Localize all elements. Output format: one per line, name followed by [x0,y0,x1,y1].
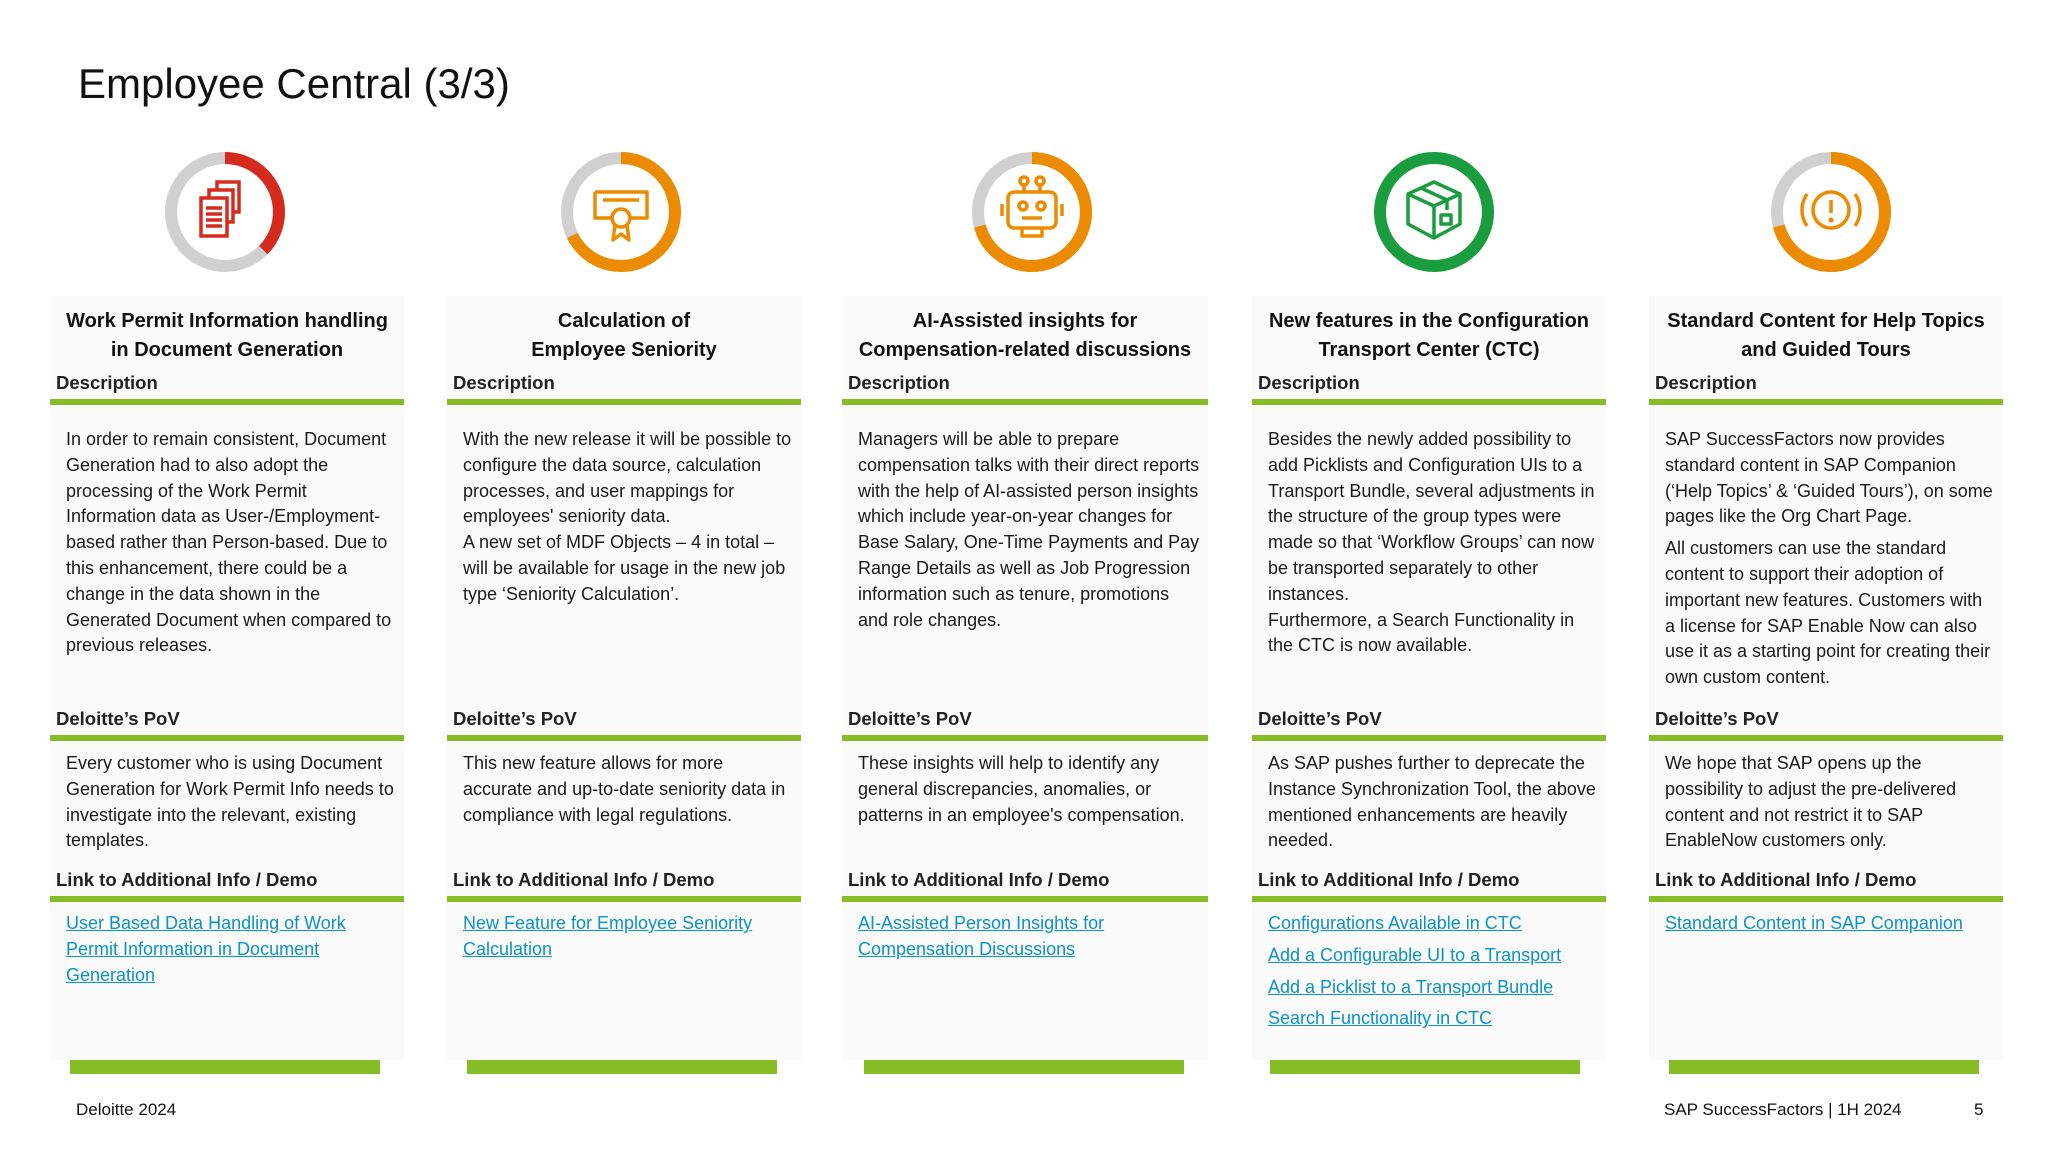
card-title: AI-Assisted insights for Compensation-related discussions [858,310,1192,361]
pov-label: Deloitte’s PoV [453,708,577,729]
description-label: Description [1258,372,1360,393]
card-title: New features in the Configuration Transport Center (CTC) [1268,310,1590,361]
bottom-bar [864,1060,1184,1074]
link-label: Link to Additional Info / Demo [56,869,318,890]
footer-brand: Deloitte 2024 [76,1100,177,1119]
link-list [463,911,799,963]
divider [1649,735,2003,741]
description-text: In order to remain consistent, Document Generation had to also adopt the processing of the Work Permit Information data as User-/Employment-based rather than Person-based. Due to this enhancement, there could be a change in the data shown in the Generated Document when compared to previous releases. [66,429,392,656]
feature-card-help-topics [1649,296,2003,1060]
pov-label: Deloitte’s PoV [56,708,180,729]
info-link[interactable]: Add a Configurable UI to a Transport [1268,944,1562,965]
link-label: Link to Additional Info / Demo [1258,869,1520,890]
pov-label: Deloitte’s PoV [1258,708,1382,729]
divider [842,399,1208,405]
link-label: Link to Additional Info / Demo [1655,869,1917,890]
bottom-bar [70,1060,380,1074]
divider [447,896,801,902]
divider [1649,896,2003,902]
link-label: Link to Additional Info / Demo [848,869,1110,890]
info-link[interactable]: Standard Content in SAP Companion [1665,913,1963,933]
pov-text: This new feature allows for more accurate and up-to-date seniority data in compliance with legal regulations. [463,753,786,825]
info-link[interactable]: Configurations Available in CTC [1268,913,1522,933]
divider [842,735,1208,741]
divider [50,399,404,405]
description-label: Description [1655,372,1757,393]
description-label: Description [848,372,950,393]
footer-product: SAP SuccessFactors | 1H 2024 [1664,1100,1902,1119]
link-list [1268,911,1604,1032]
pov-text: We hope that SAP opens up the possibility to adjust the pre-delivered content and not restrict it to SAP EnableNow customers only. [1665,753,1957,851]
bottom-bar [1669,1060,1979,1074]
description-label: Description [453,372,555,393]
divider [1252,399,1606,405]
divider [50,896,404,902]
divider [1649,399,2003,405]
documents-icon [161,148,289,276]
link-list [66,911,402,988]
pov-text: These insights will help to identify any general discrepancies, anomalies, or patterns in an employee's compensation. [858,753,1185,825]
card-title: Calculation of Employee Seniority [531,310,717,361]
divider [447,735,801,741]
info-link[interactable]: New Feature for Employee Seniority Calculation [463,913,753,959]
page-title: Employee Central (3/3) [78,60,510,107]
card-title: Standard Content for Help Topics and Guided Tours [1667,310,1985,361]
robot-icon [968,148,1096,276]
info-link[interactable]: AI-Assisted Person Insights for Compensation Discussions [858,913,1105,959]
link-label: Link to Additional Info / Demo [453,869,715,890]
description-text: SAP SuccessFactors now provides standard content in SAP Companion (‘Help Topics’ & ‘Guided Tours’), on some pages like the Org Chart Page. All customers can use the standard content to support their adoption of important new features. Customers with a license for SAP Enable Now can also use it as a starting point for creating their own custom content. [1665,429,1993,688]
pov-text: As SAP pushes further to deprecate the Instance Synchronization Tool, the above mentioned enhancements are heavily needed. [1268,753,1596,851]
pov-text: Every customer who is using Document Generation for Work Permit Info needs to investigate into the relevant, existing templates. [66,753,394,851]
description-text: Besides the newly added possibility to add Picklists and Configuration UIs to a Transport Bundle, several adjustments in the structure of the group types were made so that ‘Workflow Groups’ can now be transported separately to other instances. Furthermore, a Search Functionality in the CTC is now available. [1268,429,1595,656]
package-icon [1370,148,1498,276]
description-text: Managers will be able to prepare compensation talks with their direct reports with the help of AI-assisted person insights which include year-on-year changes for Base Salary, One-Time Payments and Pay Range Details as well as Job Progression information such as tenure, promotions and role changes. [858,429,1200,630]
pov-label: Deloitte’s PoV [848,708,972,729]
bottom-bar [1270,1060,1580,1074]
description-text: With the new release it will be possible to configure the data source, calculation processes, and user mappings for employees' seniority data. A new set of MDF Objects – 4 in total – will be available for usage in the new job type ‘Seniority Calculation’. [463,429,792,604]
page-number: 5 [1974,1100,1984,1119]
feature-card-seniority [447,296,801,1060]
link-list [1665,911,2001,937]
feature-card-ctc [1252,296,1606,1060]
description-label: Description [56,372,158,393]
alert-icon [1767,148,1895,276]
pov-label: Deloitte’s PoV [1655,708,1779,729]
divider [842,896,1208,902]
certificate-icon [557,148,685,276]
link-list [858,911,1138,963]
info-link[interactable]: Search Functionality in CTC [1268,1008,1493,1029]
divider [447,399,801,405]
divider [1252,896,1606,902]
divider [50,735,404,741]
feature-card-ai-insights [842,296,1208,1060]
info-link[interactable]: Add a Picklist to a Transport Bundle [1268,976,1554,997]
feature-card-work-permit [50,296,404,1060]
info-link[interactable]: User Based Data Handling of Work Permit Information in Document Generation [66,913,346,985]
divider [1252,735,1606,741]
card-title: Work Permit Information handling in Document Generation [66,310,388,361]
bottom-bar [467,1060,777,1074]
